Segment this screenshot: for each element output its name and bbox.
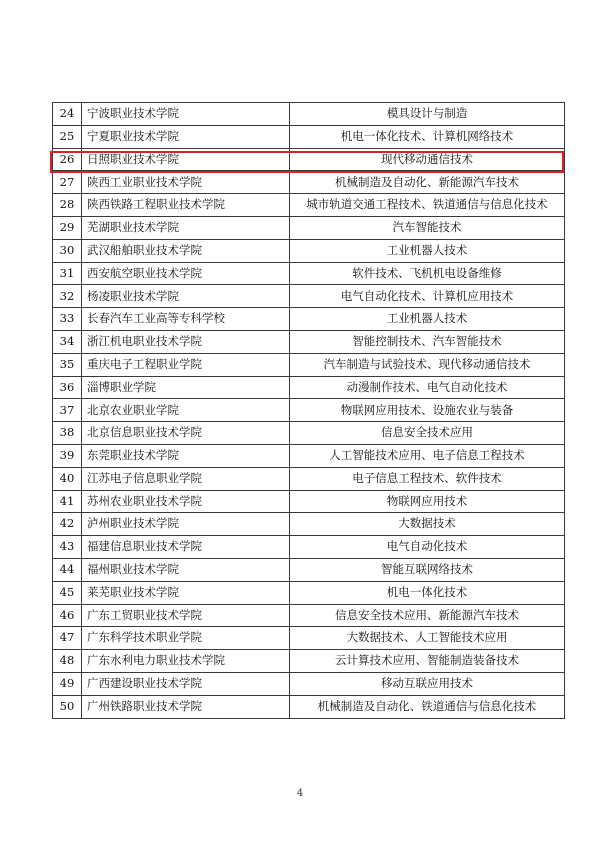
row-number-cell: 43 bbox=[53, 536, 82, 559]
major-cell: 物联网应用技术 bbox=[290, 490, 565, 513]
table-row bbox=[53, 171, 565, 194]
major-cell: 模具设计与制造 bbox=[290, 103, 565, 126]
school-name-cell: 东莞职业技术学院 bbox=[82, 444, 290, 467]
school-name-cell: 广东水利电力职业技术学院 bbox=[82, 650, 290, 673]
school-name-cell: 武汉船舶职业技术学院 bbox=[82, 239, 290, 262]
table-row bbox=[53, 239, 565, 262]
table-row bbox=[53, 672, 565, 695]
school-name-cell: 芜湖职业技术学院 bbox=[82, 216, 290, 239]
major-cell: 工业机器人技术 bbox=[290, 308, 565, 331]
table-row bbox=[53, 194, 565, 217]
row-number-cell: 36 bbox=[53, 376, 82, 399]
major-cell: 电气自动化技术 bbox=[290, 536, 565, 559]
major-cell: 机电一体化技术 bbox=[290, 581, 565, 604]
school-name-cell: 广州铁路职业技术学院 bbox=[82, 695, 290, 718]
school-name-cell: 福建信息职业技术学院 bbox=[82, 536, 290, 559]
major-cell: 机械制造及自动化、铁道通信与信息化技术 bbox=[290, 695, 565, 718]
major-cell: 机械制造及自动化、新能源汽车技术 bbox=[290, 171, 565, 194]
school-name-cell: 淄博职业学院 bbox=[82, 376, 290, 399]
row-number-cell: 26 bbox=[53, 148, 82, 171]
school-name-cell: 北京农业职业学院 bbox=[82, 399, 290, 422]
row-number-cell: 38 bbox=[53, 422, 82, 445]
row-number-cell: 35 bbox=[53, 353, 82, 376]
school-name-cell: 广东科学技术职业学院 bbox=[82, 627, 290, 650]
major-cell: 信息安全技术应用、新能源汽车技术 bbox=[290, 604, 565, 627]
school-name-cell: 长春汽车工业高等专科学校 bbox=[82, 308, 290, 331]
row-number-cell: 39 bbox=[53, 444, 82, 467]
table-row bbox=[53, 650, 565, 673]
major-cell: 工业机器人技术 bbox=[290, 239, 565, 262]
page-number: 4 bbox=[296, 788, 304, 799]
major-cell: 云计算技术应用、智能制造装备技术 bbox=[290, 650, 565, 673]
table-row bbox=[53, 604, 565, 627]
row-number-cell: 44 bbox=[53, 558, 82, 581]
major-cell: 电子信息工程技术、软件技术 bbox=[290, 467, 565, 490]
table-row bbox=[53, 376, 565, 399]
table-row bbox=[53, 422, 565, 445]
institution-table bbox=[52, 102, 565, 719]
school-name-cell: 福州职业技术学院 bbox=[82, 558, 290, 581]
school-name-cell: 浙江机电职业技术学院 bbox=[82, 330, 290, 353]
table-row bbox=[53, 216, 565, 239]
row-number-cell: 33 bbox=[53, 308, 82, 331]
table-row bbox=[53, 399, 565, 422]
row-number-cell: 45 bbox=[53, 581, 82, 604]
row-number-cell: 27 bbox=[53, 171, 82, 194]
table-row bbox=[53, 444, 565, 467]
row-number-cell: 49 bbox=[53, 672, 82, 695]
major-cell: 移动互联应用技术 bbox=[290, 672, 565, 695]
school-name-cell: 广东工贸职业技术学院 bbox=[82, 604, 290, 627]
major-cell: 城市轨道交通工程技术、铁道通信与信息化技术 bbox=[290, 194, 565, 217]
major-cell: 现代移动通信技术 bbox=[290, 148, 565, 171]
school-name-cell: 苏州农业职业技术学院 bbox=[82, 490, 290, 513]
row-number-cell: 30 bbox=[53, 239, 82, 262]
major-cell: 动漫制作技术、电气自动化技术 bbox=[290, 376, 565, 399]
row-number-cell: 40 bbox=[53, 467, 82, 490]
school-name-cell: 宁夏职业技术学院 bbox=[82, 125, 290, 148]
row-number-cell: 25 bbox=[53, 125, 82, 148]
school-name-cell: 西安航空职业技术学院 bbox=[82, 262, 290, 285]
table-row bbox=[53, 490, 565, 513]
table-row bbox=[53, 285, 565, 308]
table-row bbox=[53, 262, 565, 285]
table-row bbox=[53, 330, 565, 353]
row-number-cell: 28 bbox=[53, 194, 82, 217]
major-cell: 智能控制技术、汽车智能技术 bbox=[290, 330, 565, 353]
row-number-cell: 47 bbox=[53, 627, 82, 650]
major-cell: 机电一体化技术、计算机网络技术 bbox=[290, 125, 565, 148]
school-name-cell: 广西建设职业技术学院 bbox=[82, 672, 290, 695]
major-cell: 智能互联网络技术 bbox=[290, 558, 565, 581]
row-number-cell: 42 bbox=[53, 513, 82, 536]
major-cell: 大数据技术 bbox=[290, 513, 565, 536]
major-cell: 信息安全技术应用 bbox=[290, 422, 565, 445]
row-number-cell: 46 bbox=[53, 604, 82, 627]
school-name-cell: 北京信息职业技术学院 bbox=[82, 422, 290, 445]
table-row bbox=[53, 695, 565, 718]
school-name-cell: 江苏电子信息职业学院 bbox=[82, 467, 290, 490]
table-row bbox=[53, 627, 565, 650]
major-cell: 电气自动化技术、计算机应用技术 bbox=[290, 285, 565, 308]
school-name-cell: 陕西铁路工程职业技术学院 bbox=[82, 194, 290, 217]
major-cell: 汽车智能技术 bbox=[290, 216, 565, 239]
row-number-cell: 48 bbox=[53, 650, 82, 673]
row-number-cell: 34 bbox=[53, 330, 82, 353]
table-row bbox=[53, 148, 565, 171]
table-row bbox=[53, 558, 565, 581]
table-row bbox=[53, 125, 565, 148]
row-number-cell: 37 bbox=[53, 399, 82, 422]
table-row bbox=[53, 308, 565, 331]
school-name-cell: 杨凌职业技术学院 bbox=[82, 285, 290, 308]
row-number-cell: 41 bbox=[53, 490, 82, 513]
row-number-cell: 50 bbox=[53, 695, 82, 718]
table-body bbox=[53, 103, 565, 719]
table-row bbox=[53, 353, 565, 376]
table-row bbox=[53, 536, 565, 559]
major-cell: 软件技术、飞机机电设备维修 bbox=[290, 262, 565, 285]
row-number-cell: 29 bbox=[53, 216, 82, 239]
school-name-cell: 泸州职业技术学院 bbox=[82, 513, 290, 536]
row-number-cell: 32 bbox=[53, 285, 82, 308]
table-row bbox=[53, 467, 565, 490]
table-row bbox=[53, 103, 565, 126]
school-name-cell: 日照职业技术学院 bbox=[82, 148, 290, 171]
table-row bbox=[53, 513, 565, 536]
row-number-cell: 24 bbox=[53, 103, 82, 126]
school-name-cell: 重庆电子工程职业学院 bbox=[82, 353, 290, 376]
school-name-cell: 莱芜职业技术学院 bbox=[82, 581, 290, 604]
major-cell: 大数据技术、人工智能技术应用 bbox=[290, 627, 565, 650]
major-cell: 物联网应用技术、设施农业与装备 bbox=[290, 399, 565, 422]
major-cell: 人工智能技术应用、电子信息工程技术 bbox=[290, 444, 565, 467]
school-name-cell: 陕西工业职业技术学院 bbox=[82, 171, 290, 194]
table-row bbox=[53, 581, 565, 604]
row-number-cell: 31 bbox=[53, 262, 82, 285]
school-name-cell: 宁波职业技术学院 bbox=[82, 103, 290, 126]
major-cell: 汽车制造与试验技术、现代移动通信技术 bbox=[290, 353, 565, 376]
